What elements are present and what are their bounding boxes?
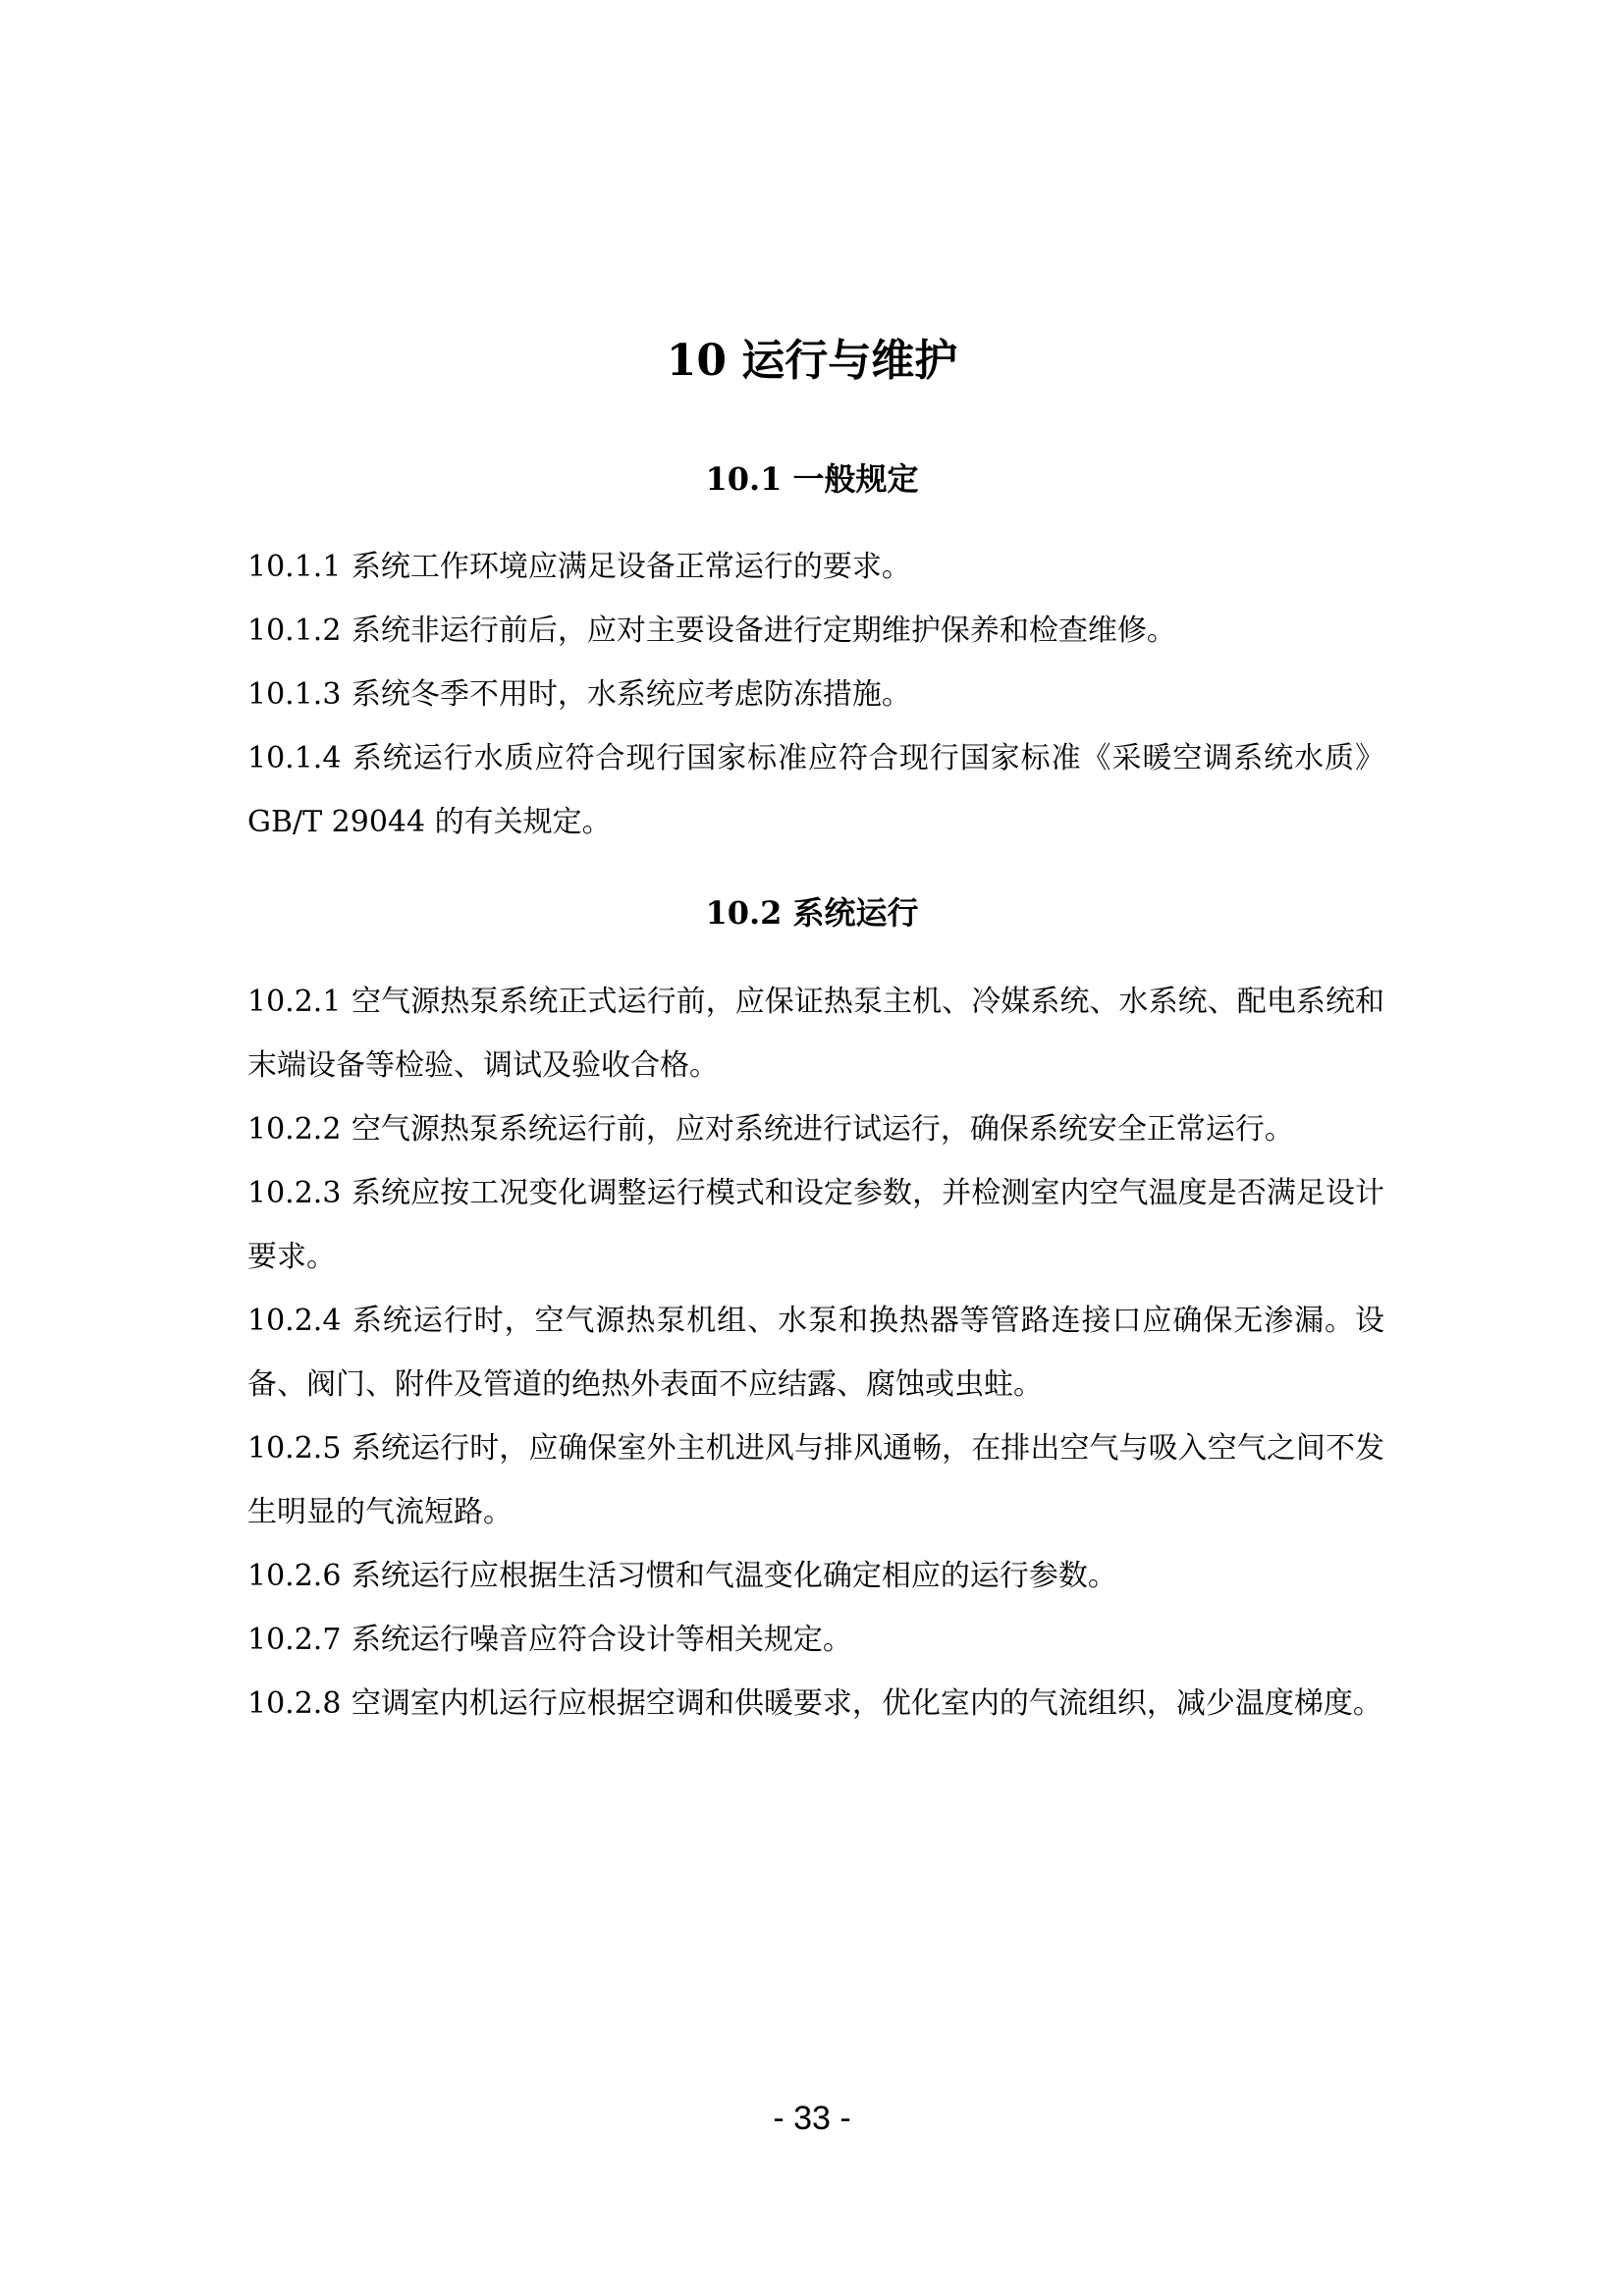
clause-number: 10.1.3 — [247, 677, 342, 712]
clause — [247, 1544, 1384, 1608]
clause-text: 系统运行时，空气源热泵机组、水泵和换热器等管路连接口应确保无渗漏。设备、阀门、附件及管道的绝热外表面不应结露、腐蚀或虫蛀。 — [247, 1304, 1384, 1402]
clause-number: 10.2.7 — [247, 1623, 342, 1657]
clause-text: 系统非运行前后，应对主要设备进行定期维护保养和检查维修。 — [351, 614, 1176, 648]
clause — [247, 1289, 1384, 1416]
clause — [247, 1097, 1384, 1161]
clause-number: 10.2.6 — [247, 1559, 342, 1593]
section-title-general: 10.1 一般规定 — [705, 460, 919, 498]
clause-text: 系统运行噪音应符合设计等相关规定。 — [351, 1623, 852, 1657]
clause-text: 空气源热泵系统运行前，应对系统进行试运行，确保系统安全正常运行。 — [351, 1112, 1294, 1147]
clause-text: 系统工作环境应满足设备正常运行的要求。 — [351, 550, 911, 584]
clause-number: 10.2.3 — [247, 1176, 342, 1210]
clause-number: 10.2.4 — [247, 1304, 342, 1338]
clause-text: 空调室内机运行应根据空调和供暖要求，优化室内的气流组织，减少温度梯度。 — [351, 1686, 1382, 1721]
clause-text: 系统冬季不用时，水系统应考虑防冻措施。 — [351, 677, 911, 712]
clause-number: 10.1.2 — [247, 614, 342, 648]
clause — [247, 599, 1384, 663]
clause-number: 10.2.1 — [247, 985, 342, 1019]
clause-text: 空气源热泵系统正式运行前，应保证热泵主机、冷媒系统、水系统、配电系统和末端设备等检验、调试及验收合格。 — [247, 985, 1384, 1083]
clause — [247, 1161, 1384, 1289]
clause-text: 系统应按工况变化调整运行模式和设定参数，并检测室内空气温度是否满足设计要求。 — [247, 1176, 1384, 1274]
clause — [247, 726, 1384, 854]
clause — [247, 1672, 1384, 1735]
clause-number: 10.2.8 — [247, 1686, 342, 1721]
clause-number: 10.1.4 — [247, 741, 342, 775]
clause-number: 10.1.1 — [247, 550, 342, 584]
clause-text: 系统运行时，应确保室外主机进风与排风通畅，在排出空气与吸入空气之间不发生明显的气流短路。 — [247, 1431, 1384, 1529]
clause — [247, 970, 1384, 1097]
clause-text: 系统运行水质应符合现行国家标准应符合现行国家标准《采暖空调系统水质》GB/T 29044 的有关规定。 — [247, 741, 1384, 839]
clause-text: 系统运行应根据生活习惯和气温变化确定相应的运行参数。 — [351, 1559, 1117, 1593]
page-number: - 33 - — [773, 2100, 851, 2137]
section-title-operation: 10.2 系统运行 — [705, 894, 919, 932]
clause-number: 10.2.2 — [247, 1112, 342, 1147]
clause — [247, 1608, 1384, 1672]
section-operation-clauses — [247, 970, 1384, 1735]
clause-number: 10.2.5 — [247, 1431, 342, 1466]
clause — [247, 535, 1384, 599]
clause — [247, 663, 1384, 726]
section-general-clauses — [247, 535, 1384, 854]
chapter-title: 10 运行与维护 — [666, 336, 958, 386]
clause — [247, 1416, 1384, 1544]
